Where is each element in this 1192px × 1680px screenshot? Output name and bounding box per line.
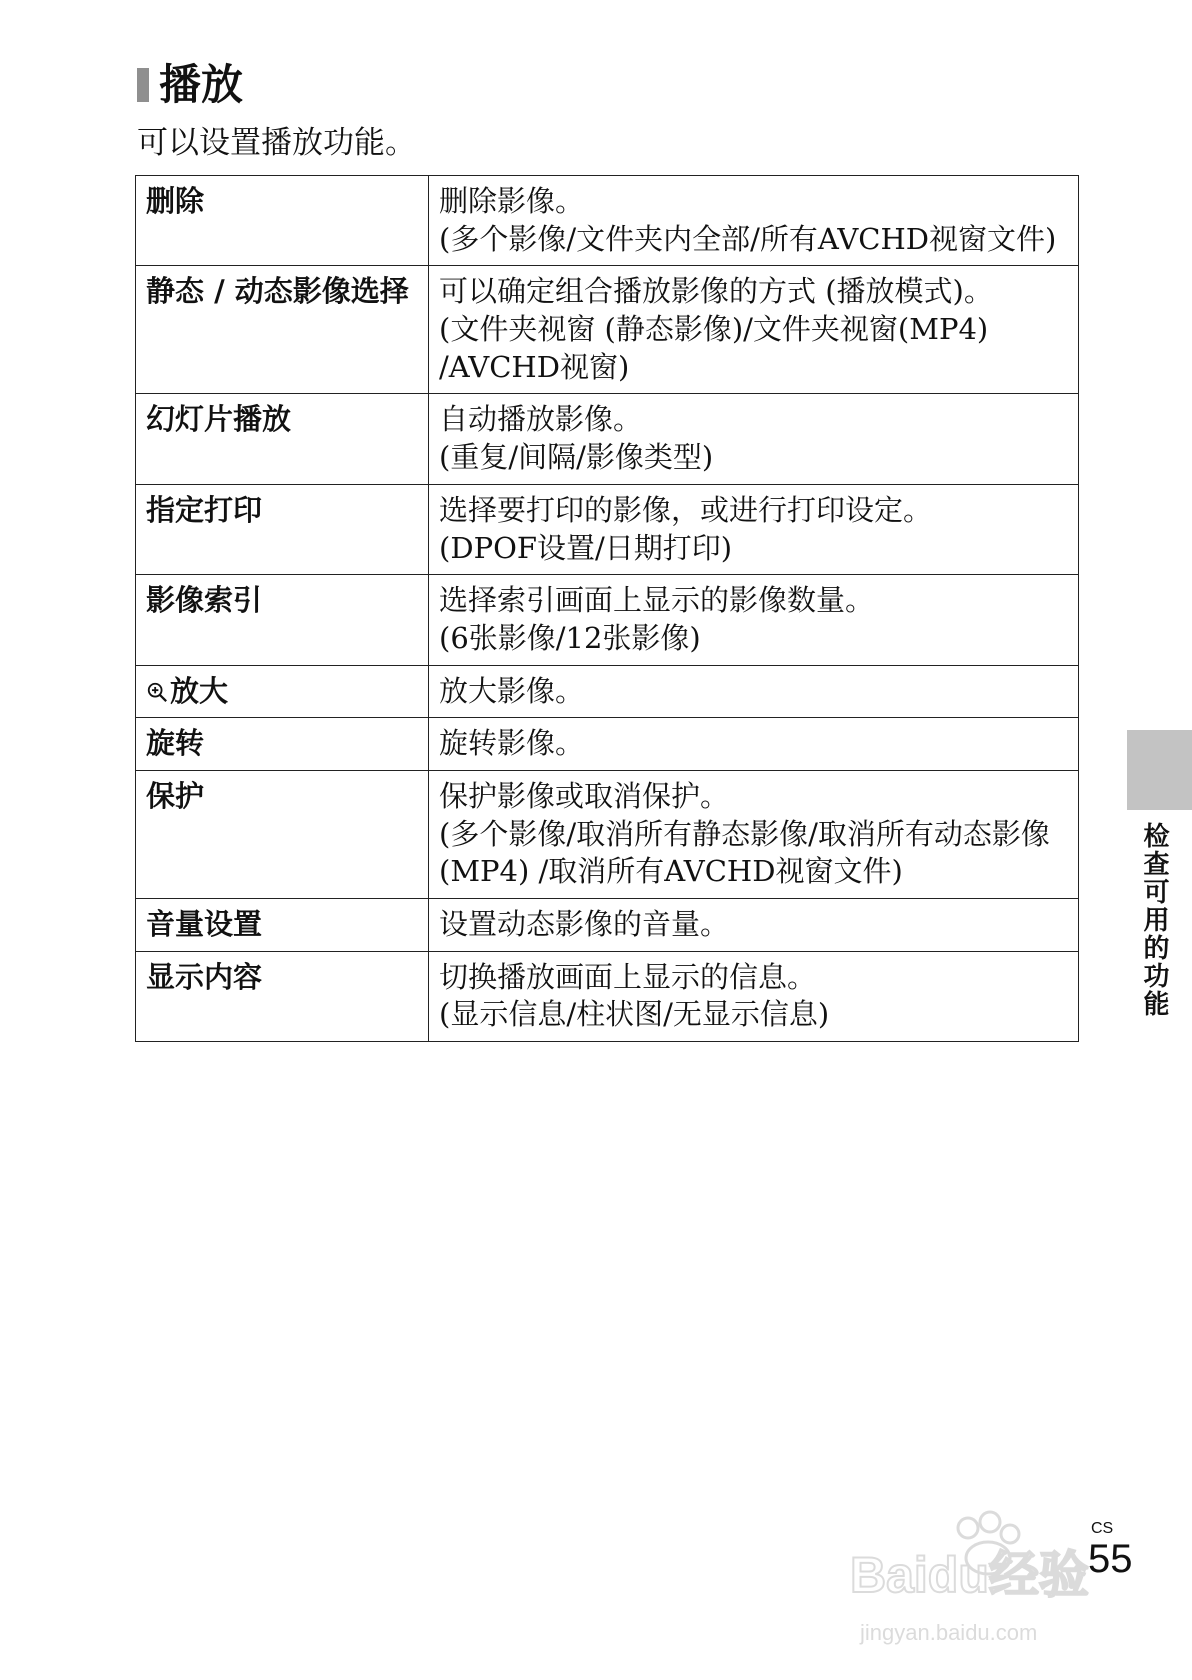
function-name-cell <box>136 899 429 952</box>
table-row <box>136 484 1079 574</box>
watermark-brand: Baidu经验 <box>850 1547 1089 1603</box>
function-name: 影像索引 <box>146 583 263 618</box>
function-desc-line: (DPOF设置/日期打印) <box>439 530 733 565</box>
function-name: 放大 <box>170 673 229 708</box>
section-title-text: 播放 <box>159 60 244 109</box>
function-name: 显示内容 <box>146 959 263 994</box>
function-name-cell <box>136 951 429 1041</box>
function-desc-line: 旋转影像。 <box>439 726 585 761</box>
section-title <box>137 60 244 109</box>
baidu-watermark <box>850 1500 1110 1650</box>
function-desc-line: 自动播放影像。 <box>439 402 643 437</box>
table-row <box>136 266 1079 394</box>
function-desc-cell <box>429 665 1079 718</box>
function-name: 旋转 <box>146 726 205 761</box>
function-name: 删除 <box>146 184 205 218</box>
language-code: CS <box>1091 1520 1114 1537</box>
function-desc-line: 保护影像或取消保护。 <box>439 778 730 813</box>
function-desc-line: (显示信息/柱状图/无显示信息) <box>439 997 830 1032</box>
function-name-cell <box>136 176 429 266</box>
function-desc-line: (多个影像/文件夹内全部/所有AVCHD视窗文件) <box>439 221 1057 256</box>
function-name-cell <box>136 770 429 898</box>
function-name: 音量设置 <box>146 907 263 941</box>
table-row <box>136 665 1079 718</box>
function-desc-cell <box>429 718 1079 771</box>
table-row <box>136 770 1079 898</box>
function-name-cell <box>136 718 429 771</box>
table-row <box>136 176 1079 266</box>
function-desc-line: 可以确定组合播放影像的方式 (播放模式)。 <box>439 274 993 309</box>
table-row <box>136 718 1079 771</box>
function-desc-line: 设置动态影像的音量。 <box>439 907 730 941</box>
function-desc-line: (重复/间隔/影像类型) <box>439 440 714 475</box>
function-name: 静态 / 动态影像选择 <box>146 274 409 309</box>
table-row <box>136 899 1079 952</box>
side-tab <box>1127 730 1192 810</box>
function-desc-line: 切换播放画面上显示的信息。 <box>439 959 817 994</box>
table-row <box>136 575 1079 665</box>
function-desc-cell <box>429 770 1079 898</box>
title-marker <box>137 68 149 102</box>
function-desc-line: 选择要打印的影像，或进行打印设定。 <box>439 492 933 527</box>
function-desc-line: (多个影像/取消所有静态影像/取消所有动态影像 (MP4) /取消所有AVCHD视窗文件) <box>439 816 1050 889</box>
function-table <box>135 175 1079 1042</box>
function-desc-cell <box>429 176 1079 266</box>
function-desc-cell <box>429 266 1079 394</box>
function-name-cell <box>136 394 429 484</box>
function-desc-cell <box>429 951 1079 1041</box>
watermark-url: jingyan.baidu.com <box>860 1620 1038 1645</box>
table-row <box>136 394 1079 484</box>
section-intro: 可以设置播放功能。 <box>137 125 416 161</box>
function-desc-cell <box>429 484 1079 574</box>
side-tab-label: 检查可用的功能 <box>1139 822 1169 1018</box>
function-desc-line: 选择索引画面上显示的影像数量。 <box>439 583 875 618</box>
function-name-cell <box>136 484 429 574</box>
function-desc-line: 放大影像。 <box>439 673 585 708</box>
function-desc-cell <box>429 575 1079 665</box>
function-desc-cell <box>429 394 1079 484</box>
zoom-in-icon <box>146 681 168 703</box>
function-name-cell <box>136 665 429 718</box>
table-row <box>136 951 1079 1041</box>
function-desc-cell <box>429 899 1079 952</box>
function-name-cell <box>136 266 429 394</box>
function-name-cell <box>136 575 429 665</box>
function-desc-line: (6张影像/12张影像) <box>439 620 701 655</box>
function-desc-line: (文件夹视窗 (静态影像)/文件夹视窗(MP4) /AVCHD视窗) <box>439 312 989 384</box>
page-number: 55 <box>1088 1537 1133 1581</box>
function-name: 指定打印 <box>146 492 263 527</box>
function-name: 保护 <box>146 778 205 813</box>
function-desc-line: 删除影像。 <box>439 184 585 218</box>
function-name: 幻灯片播放 <box>146 402 292 437</box>
